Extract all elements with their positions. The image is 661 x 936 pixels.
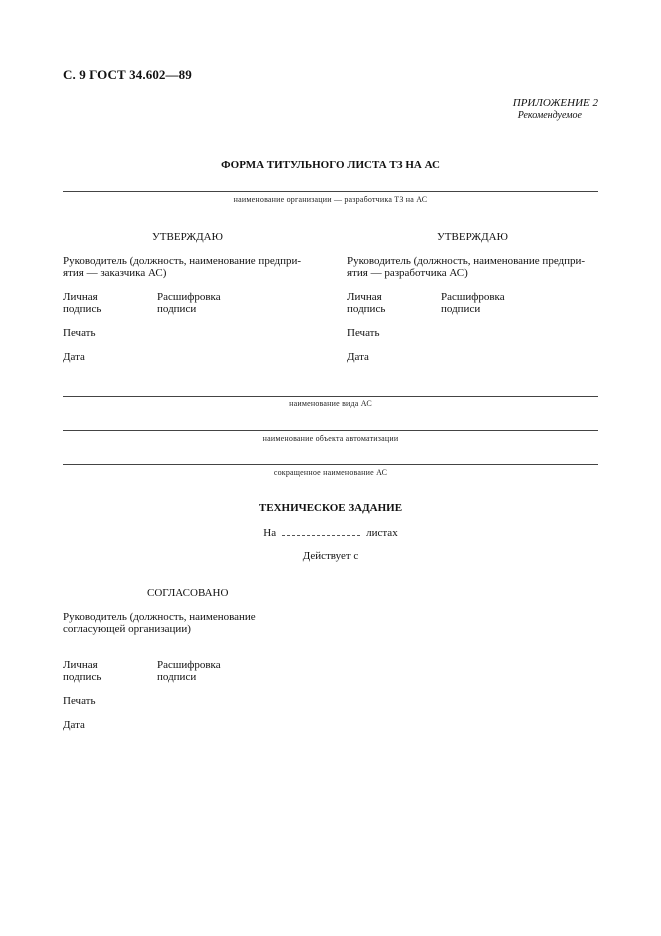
- agreed-signature: подпись: [63, 671, 102, 683]
- agreed-stamp: Печать: [63, 695, 96, 707]
- org-line[interactable]: [63, 191, 598, 192]
- sheets-count-field[interactable]: [282, 526, 360, 536]
- sheets-prefix: На: [263, 527, 277, 539]
- approve-right-decode-sig: подписи: [441, 303, 481, 315]
- appendix-title: ПРИЛОЖЕНИЕ 2: [512, 97, 598, 109]
- agreed-line2: согласующей организации): [63, 623, 191, 635]
- approve-left-line1: Руководитель (должность, наименование предпри-: [63, 255, 302, 267]
- system-type-line[interactable]: [63, 396, 598, 397]
- approve-right-heading: УТВЕРЖДАЮ: [437, 231, 508, 243]
- approve-right-personal: Личная: [347, 291, 382, 303]
- org-caption: наименование организации — разработчика ТЗ на АС: [233, 195, 428, 204]
- approve-left-date: Дата: [63, 351, 85, 363]
- agreed-decode: Расшифровка: [157, 659, 221, 671]
- automation-object-caption: наименование объекта автоматизации: [262, 434, 399, 443]
- agreed-heading: СОГЛАСОВАНО: [147, 587, 229, 599]
- approve-right-line1: Руководитель (должность, наименование предпри-: [347, 255, 586, 267]
- agreed-personal: Личная: [63, 659, 98, 671]
- approve-left-decode: Расшифровка: [157, 291, 221, 303]
- approve-left-decode-sig: подписи: [157, 303, 197, 315]
- form-title: ФОРМА ТИТУЛЬНОГО ЛИСТА ТЗ НА АС: [221, 159, 440, 171]
- approve-left-signature: подпись: [63, 303, 102, 315]
- short-name-caption: сокращенное наименование АС: [273, 468, 388, 477]
- valid-from: Действует с: [302, 550, 359, 562]
- approve-right-decode: Расшифровка: [441, 291, 505, 303]
- approve-left-heading: УТВЕРЖДАЮ: [152, 231, 223, 243]
- sheets-suffix: листах: [366, 527, 398, 539]
- short-name-line[interactable]: [63, 464, 598, 465]
- approve-left-personal: Личная: [63, 291, 98, 303]
- page-header: С. 9 ГОСТ 34.602—89: [63, 67, 192, 82]
- approve-right-line2: ятия — разработчика АС): [347, 267, 468, 279]
- approve-right-date: Дата: [347, 351, 369, 363]
- sheets-line: [0, 526, 661, 539]
- spec-title: ТЕХНИЧЕСКОЕ ЗАДАНИЕ: [258, 502, 403, 514]
- appendix-subtitle: Рекомендуемое: [517, 110, 582, 121]
- agreed-decode-sig: подписи: [157, 671, 197, 683]
- agreed-date: Дата: [63, 719, 85, 731]
- approve-right-signature: подпись: [347, 303, 386, 315]
- agreed-line1: Руководитель (должность, наименование: [63, 611, 256, 623]
- system-type-caption: наименование вида АС: [289, 399, 372, 408]
- approve-right-stamp: Печать: [347, 327, 380, 339]
- approve-left-line2: ятия — заказчика АС): [63, 267, 167, 279]
- automation-object-line[interactable]: [63, 430, 598, 431]
- approve-left-stamp: Печать: [63, 327, 96, 339]
